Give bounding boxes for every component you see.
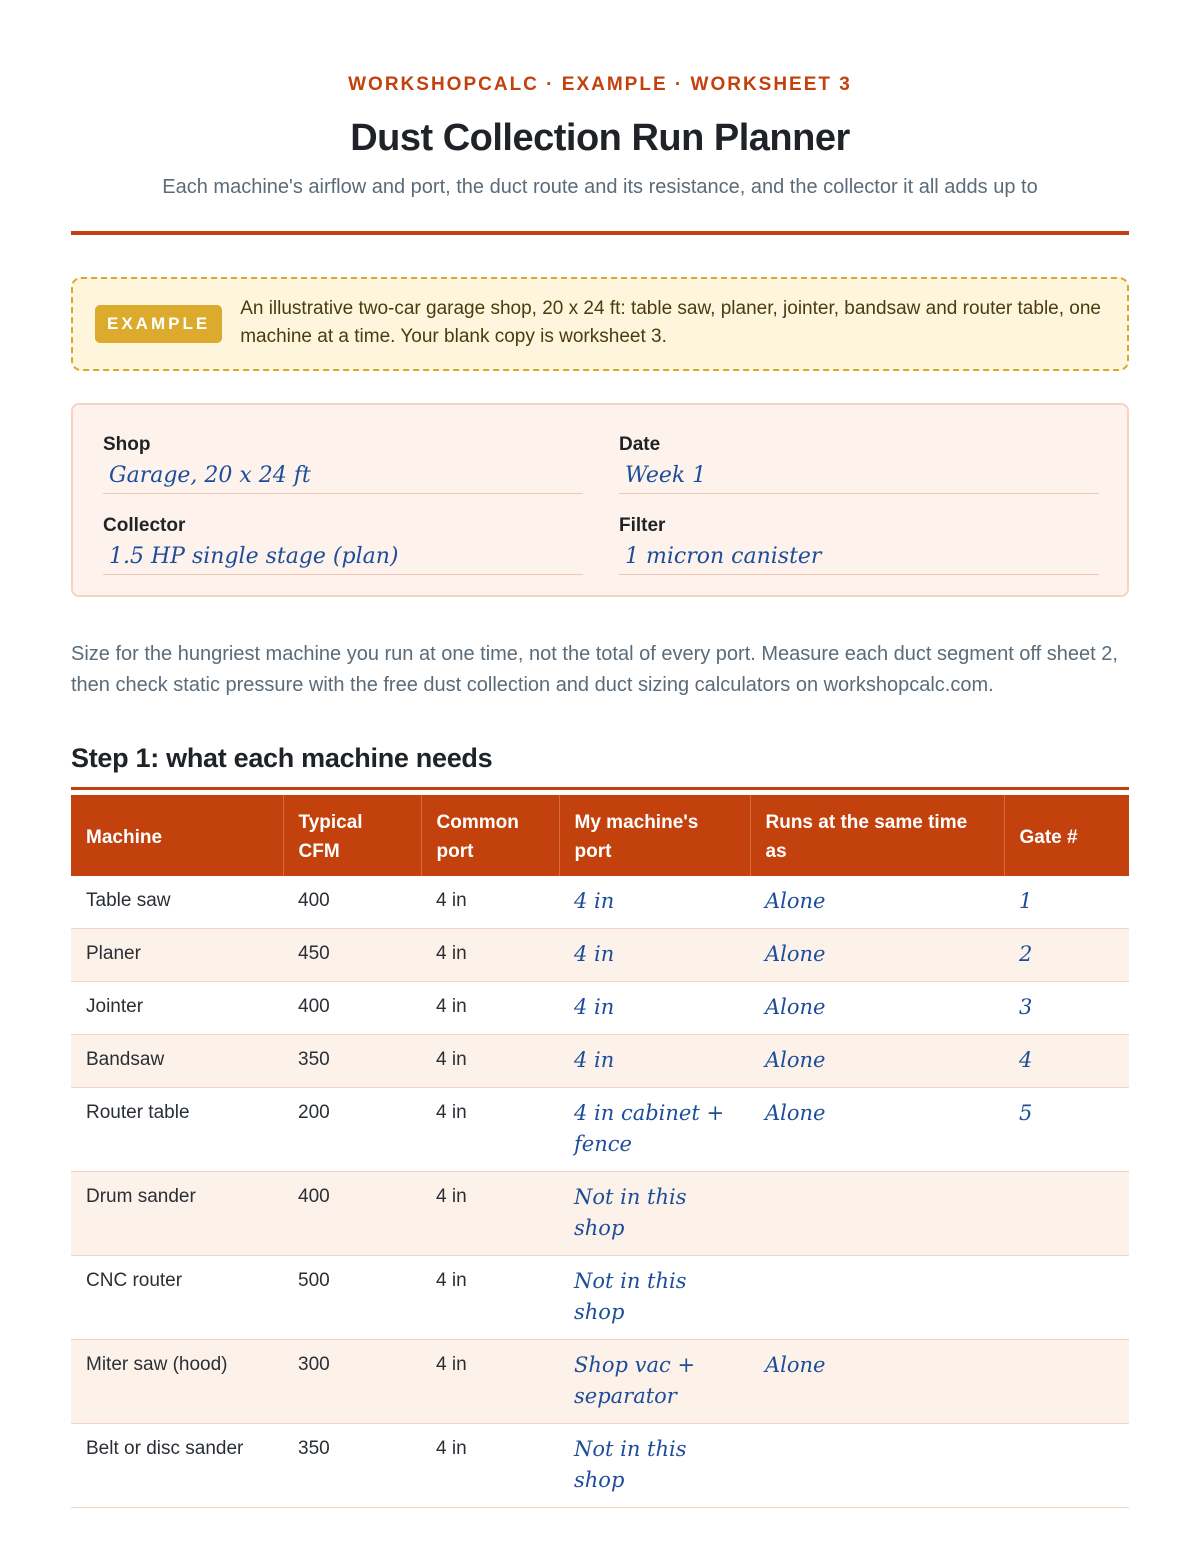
cfm-cell: 400: [283, 1172, 421, 1256]
page-subtitle: Each machine's airflow and port, the duct route and its resistance, and the collector it all adds up to: [162, 176, 1038, 198]
example-callout: [71, 277, 1129, 371]
port-cell: 4 in: [421, 1035, 559, 1088]
collector-field: [103, 514, 583, 575]
step1-heading: Step 1: what each machine needs: [71, 743, 493, 773]
cfm-cell: 350: [283, 1035, 421, 1088]
my-port-cell[interactable]: Not in this shop: [559, 1424, 750, 1508]
my-port-cell[interactable]: 4 in: [559, 876, 750, 929]
same-time-cell[interactable]: Alone: [750, 982, 1004, 1035]
same-time-cell[interactable]: [750, 1256, 1004, 1340]
same-time-cell[interactable]: [750, 1424, 1004, 1508]
same-time-cell[interactable]: Alone: [750, 1035, 1004, 1088]
port-cell: 4 in: [421, 1088, 559, 1172]
same-time-cell[interactable]: Alone: [750, 876, 1004, 929]
date-field: [619, 433, 1099, 494]
cfm-cell: 350: [283, 1424, 421, 1508]
gate-cell[interactable]: 2: [1004, 929, 1129, 982]
my-port-cell[interactable]: 4 in: [559, 929, 750, 982]
gate-cell[interactable]: [1004, 1340, 1129, 1424]
table-row: [71, 1340, 1129, 1424]
shop-label: Shop: [103, 434, 151, 455]
shop-field: [103, 433, 583, 494]
col-typical-cfm: Typical CFM: [283, 795, 421, 876]
collector-value[interactable]: 1.5 HP single stage (plan): [103, 542, 583, 575]
table-row: [71, 1035, 1129, 1088]
my-port-cell[interactable]: Shop vac + separator: [559, 1340, 750, 1424]
cfm-cell: 450: [283, 929, 421, 982]
port-cell: 4 in: [421, 982, 559, 1035]
filter-label: Filter: [619, 515, 666, 536]
step1-divider: [71, 787, 1129, 790]
port-cell: 4 in: [421, 929, 559, 982]
table-row: [71, 982, 1129, 1035]
same-time-cell[interactable]: Alone: [750, 1340, 1004, 1424]
port-cell: 4 in: [421, 876, 559, 929]
col-my-port: My machine's port: [559, 795, 750, 876]
machine-cell: Planer: [71, 929, 283, 982]
same-time-cell[interactable]: Alone: [750, 1088, 1004, 1172]
machine-cell: Jointer: [71, 982, 283, 1035]
date-label: Date: [619, 434, 661, 455]
machine-cell: Miter saw (hood): [71, 1340, 283, 1424]
filter-field: [619, 514, 1099, 575]
cfm-cell: 400: [283, 982, 421, 1035]
worksheet-page: [71, 0, 1129, 1508]
my-port-cell[interactable]: 4 in: [559, 1035, 750, 1088]
gate-cell[interactable]: 5: [1004, 1088, 1129, 1172]
example-badge: EXAMPLE: [95, 305, 222, 343]
gate-cell[interactable]: 1: [1004, 876, 1129, 929]
machine-cell: Table saw: [71, 876, 283, 929]
filter-value[interactable]: 1 micron canister: [619, 542, 1099, 575]
col-gate: Gate #: [1004, 795, 1129, 876]
col-machine: Machine: [71, 795, 283, 876]
table-header-row: [71, 795, 1129, 876]
port-cell: 4 in: [421, 1172, 559, 1256]
cfm-cell: 300: [283, 1340, 421, 1424]
gate-cell[interactable]: 3: [1004, 982, 1129, 1035]
machine-cell: Bandsaw: [71, 1035, 283, 1088]
machine-table: [71, 795, 1129, 1508]
my-port-cell[interactable]: 4 in cabinet + fence: [559, 1088, 750, 1172]
machine-cell: CNC router: [71, 1256, 283, 1340]
cfm-cell: 200: [283, 1088, 421, 1172]
date-value[interactable]: Week 1: [619, 461, 1099, 494]
gate-cell[interactable]: 4: [1004, 1035, 1129, 1088]
page-title: Dust Collection Run Planner: [350, 117, 850, 159]
port-cell: 4 in: [421, 1340, 559, 1424]
same-time-cell[interactable]: Alone: [750, 929, 1004, 982]
shop-value[interactable]: Garage, 20 x 24 ft: [103, 461, 583, 494]
table-row: [71, 1424, 1129, 1508]
port-cell: 4 in: [421, 1256, 559, 1340]
cfm-cell: 400: [283, 876, 421, 929]
shop-details: [71, 403, 1129, 597]
gate-cell[interactable]: [1004, 1424, 1129, 1508]
eyebrow: WORKSHOPCALC · EXAMPLE · WORKSHEET 3: [348, 74, 852, 95]
sizing-note: Size for the hungriest machine you run at one time, not the total of every port. Measure each duct segment off sheet 2, then check static pressure with the free dust collection and duct sizing calculators on workshopcalc.com.: [71, 643, 1118, 696]
machine-cell: Belt or disc sander: [71, 1424, 283, 1508]
machine-cell: Router table: [71, 1088, 283, 1172]
my-port-cell[interactable]: 4 in: [559, 982, 750, 1035]
same-time-cell[interactable]: [750, 1172, 1004, 1256]
table-row: [71, 1088, 1129, 1172]
table-row: [71, 876, 1129, 929]
gate-cell[interactable]: [1004, 1172, 1129, 1256]
collector-label: Collector: [103, 515, 186, 536]
example-callout-text: An illustrative two-car garage shop, 20 x 24 ft: table saw, planer, jointer, bandsaw and router table, one machine at a time. Your blank copy is worksheet 3.: [240, 298, 1101, 347]
table-row: [71, 929, 1129, 982]
col-common-port: Common port: [421, 795, 559, 876]
header-divider: [71, 231, 1129, 235]
cfm-cell: 500: [283, 1256, 421, 1340]
table-row: [71, 1172, 1129, 1256]
table-row: [71, 1256, 1129, 1340]
port-cell: 4 in: [421, 1424, 559, 1508]
machine-cell: Drum sander: [71, 1172, 283, 1256]
col-same-time: Runs at the same time as: [750, 795, 1004, 876]
my-port-cell[interactable]: Not in this shop: [559, 1256, 750, 1340]
my-port-cell[interactable]: Not in this shop: [559, 1172, 750, 1256]
gate-cell[interactable]: [1004, 1256, 1129, 1340]
